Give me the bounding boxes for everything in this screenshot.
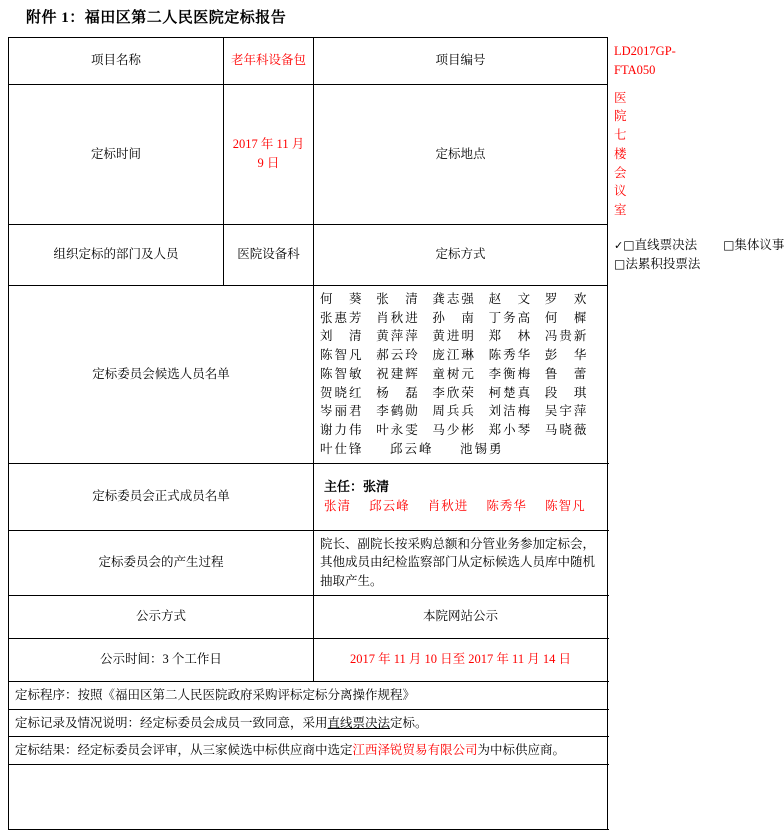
candidate-name: 冯贵新 [544,329,589,344]
candidate-name: 庞江琳 [432,348,476,362]
procedure-prefix: 定标程序：按照《 [15,687,116,702]
table-row [9,463,608,530]
candidates-list [314,285,608,463]
table-row [9,638,608,681]
method-option-1-label: 集体议事 [734,238,784,252]
checkbox-icon: □ [623,238,635,252]
project-name-value: 老年科设备包 [224,38,314,85]
candidate-name: 黄萍萍 [376,329,420,344]
method-label: 定标方式 [314,224,608,285]
candidate-name: 李欣荣 [432,385,476,400]
table-row [9,681,608,709]
project-name-label: 项目名称 [9,38,224,85]
record-suffix: 定标。 [390,715,428,730]
result-suffix: 为中标供应商。 [477,743,566,758]
candidate-name: 陈秀华 [488,348,533,362]
tick-mark: ✓ [614,239,624,252]
list-item [320,365,601,384]
formation-label: 定标委员会的产生过程 [9,530,314,595]
project-code-label: 项目编号 [314,38,608,85]
candidate-name: 岑丽君 [320,404,364,419]
method-option-2-label: 法累积投票法 [625,256,701,271]
members-names [320,497,601,516]
candidate-name: 何 葵 [320,291,364,306]
candidate-name: 池锡勇 [460,441,504,456]
table-row [9,595,608,638]
member-name: 陈智凡 [545,498,586,513]
table-row: 定标时间 2017 年 11 月 9 日 定标地点 医院七楼会议室 [9,84,608,224]
record-statement [9,709,608,737]
candidate-name: 杨 磊 [376,385,420,400]
candidate-name: 罗 欢 [544,291,589,306]
table-row [9,285,608,463]
table-row [9,709,608,737]
candidate-name: 丁务高 [488,310,533,325]
list-item [320,402,601,421]
list-item [320,421,601,440]
candidate-name: 张 清 [376,291,420,306]
winning-supplier: 江西泽锐贸易有限公司 [352,743,478,758]
candidate-name: 何 樨 [544,310,589,325]
member-name: 邱云峰 [369,498,410,513]
candidate-name: 陈智敏 [320,366,364,381]
candidate-name: 祝建辉 [376,366,420,381]
candidate-name: 李鹤勋 [376,404,420,419]
formation-value: 院长、副院长按采购总额和分管业务参加定标会，其他成员由纪检监察部门从定标候选人员库中随机抽取产生。 [314,530,608,595]
candidate-name: 赵 文 [488,291,533,306]
member-name: 陈秀华 [486,498,527,513]
table-row [9,737,608,765]
candidate-name: 马少彬 [432,423,476,437]
checkbox-icon: □ [614,256,626,271]
candidate-name: 黄进明 [432,329,476,344]
list-item [320,346,601,365]
candidate-name: 吴宇萍 [544,404,589,419]
candidate-name: 周兵兵 [432,404,476,419]
candidate-name: 叶永雯 [376,423,420,437]
candidate-name: 陈智凡 [320,348,364,362]
candidate-name: 李衡梅 [488,366,533,381]
checkbox-icon: □ [723,238,735,252]
candidate-name: 彭 华 [544,348,589,362]
time-label: 定标时间 [9,84,224,224]
procedure-statement [9,681,608,709]
candidate-name: 贺晓红 [320,385,364,400]
table-row [9,765,608,830]
members-label: 定标委员会正式成员名单 [9,463,314,530]
page-title: 附件 1：福田区第二人民医院定标报告 [26,10,287,26]
candidate-name: 张惠芳 [320,310,364,325]
procedure-doc-name: 福田区第二人民医院政府采购评标定标分离操作规程 [115,687,403,702]
candidate-name: 龚志强 [432,291,476,306]
member-name: 肖秋进 [427,498,469,513]
publicity-time-value: 2017 年 11 月 10 日至 2017 年 11 月 14 日 [314,638,608,681]
method-option-0[interactable] [614,236,697,255]
record-method: 直线票决法 [327,715,391,730]
candidate-name: 邱云峰 [390,441,434,456]
list-item [320,327,601,346]
result-prefix: 定标结果：经定标委员会评审，从三家候选中标供应商中选定 [15,743,353,758]
place-label: 定标地点 [314,84,608,224]
publicity-label: 公示方式 [9,595,314,638]
method-option-0-label: 直线票决法 [634,238,698,252]
candidate-name: 段 琪 [544,385,589,400]
list-item [320,290,601,309]
report-table [8,37,784,830]
org-dept-label [9,224,224,285]
candidate-name: 孙 南 [432,310,476,325]
list-item [320,440,601,459]
table-row [9,224,608,285]
table-row: 项目名称 老年科设备包 项目编号 LD2017GP-FTA050 [9,38,608,85]
candidate-name: 郑小琴 [488,423,533,437]
method-option-1[interactable] [723,236,784,255]
chief-name: 张清 [363,479,390,495]
method-option-2[interactable] [614,255,700,274]
blank-area [9,765,608,830]
publicity-value: 本院网站公示 [314,595,608,638]
publicity-time-label: 公示时间：3 个工作日 [9,638,314,681]
table-row [9,530,608,595]
record-prefix: 定标记录及情况说明：经定标委员会成员一致同意，采用 [15,715,328,730]
candidate-name: 肖秋进 [376,310,420,325]
candidate-name: 柯楚真 [488,385,533,400]
procedure-suffix: 》 [402,687,416,702]
candidate-name: 刘 清 [320,329,364,344]
candidate-name: 谢力伟 [320,423,364,437]
member-name: 张清 [324,498,352,513]
chief-line [320,477,601,497]
candidate-name: 郑 林 [488,329,533,344]
list-item [320,309,601,328]
candidate-name: 叶仕锋 [320,441,364,456]
org-dept-value: 医院设备科 [224,224,314,285]
candidate-name: 鲁 蕾 [544,366,589,381]
list-item [320,384,601,403]
result-statement [9,737,608,765]
candidate-name: 马晓薇 [544,423,589,437]
candidates-label: 定标委员会候选人员名单 [9,285,314,463]
candidate-name: 刘洁梅 [488,404,533,419]
time-value: 2017 年 11 月 9 日 [224,84,314,224]
candidate-name: 童树元 [432,366,476,381]
members-list [314,463,608,530]
chief-label: 主任： [324,479,364,495]
candidate-name: 郝云玲 [376,348,420,362]
org-dept-label-text: 组织定标的部门及人员 [53,247,179,262]
